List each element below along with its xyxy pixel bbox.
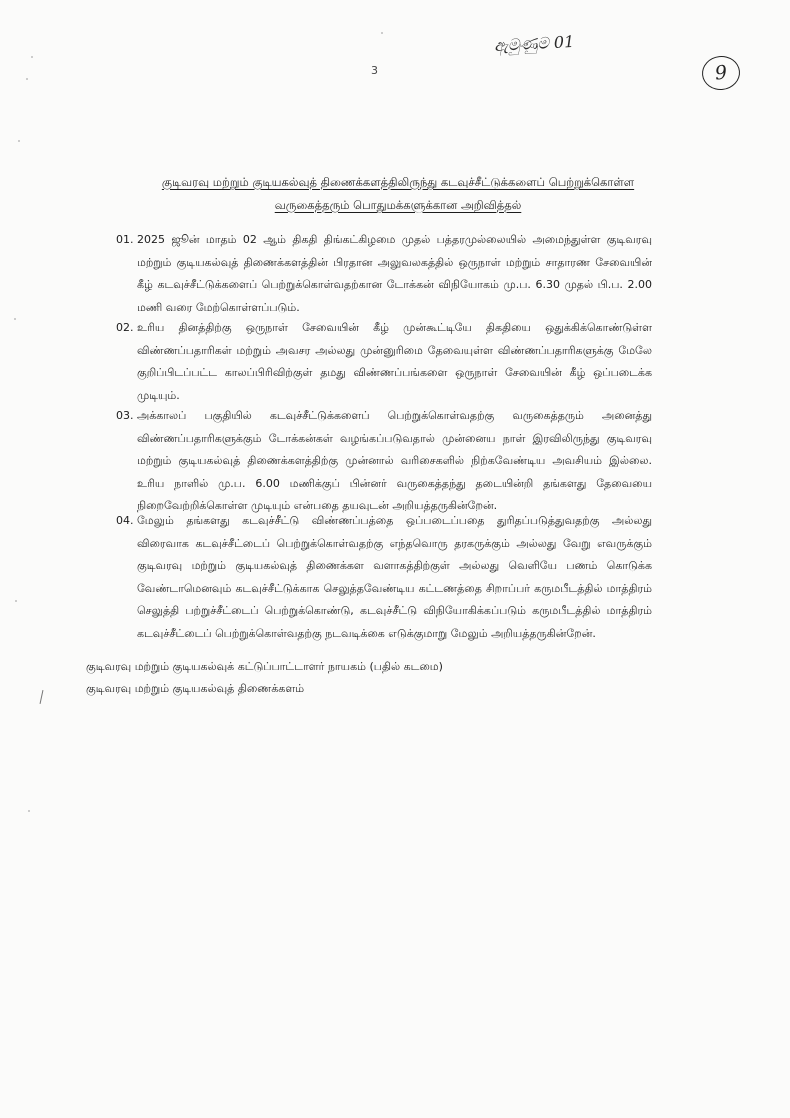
item-text: அக்காலப் பகுதியில் கடவுச்சீட்டுக்களைப் பெற்றுக்கொள்வதற்கு வருகைத்தரும் அனைத்து விண்ணப்பதாரிகளுக்கும் டோக்கன்கள் வழங்கப்படுவதால் முன்னைய நாள் இரவிலிருந்து குடிவரவு மற்றும் குடியகல்வுத் திணைக்களத்திற்கு முன்னால் வரிசைகளில் நிற்கவேண்டிய அவசியம் இல்லை. உரிய நாளில் மு.ப. 6.00 மணிக்குப் பின்னர் வருகைத்தந்து தடையின்றி தங்களது தேவையை நிறைவேற்றிக்கொள்ள முடியும் என்பதை தயவுடன் அறியத்தருகின்றேன்.: [137, 409, 652, 512]
signatory-title: குடிவரவு மற்றும் குடியகல்வுக் கட்டுப்பாட்டாளர் நாயகம் (பதில் கடமை): [86, 660, 443, 673]
notice-title-line1: குடிவரவு மற்றும் குடியகல்வுத் திணைக்களத்திலிருந்து கடவுச்சீட்டுக்களைப் பெற்றுக்கொள்ள: [161, 175, 635, 189]
item-number: 02.: [116, 321, 134, 334]
margin-mark: [40, 690, 44, 704]
scan-speck: [28, 810, 30, 812]
scan-speck: [26, 78, 28, 80]
top-page-mark: 3: [371, 64, 378, 77]
signatory-department: குடிவரவு மற்றும் குடியகல்வுத் திணைக்களம்: [86, 682, 305, 695]
notice-title: [118, 171, 678, 217]
item-number: 03.: [116, 409, 134, 422]
item-text: 2025 ஜூன் மாதம் 02 ஆம் திகதி திங்கட்கிழமை முதல் பத்தரமுல்லையில் அமைந்துள்ள குடிவரவு மற்றும் குடியகல்வுத் திணைக்களத்தின் பிரதான அலுவலகத்தில் ஒருநாள் மற்றும் சாதாரண சேவையின் கீழ் கடவுச்சீட்டுக்களைப் பெற்றுக்கொள்வதற்கான டோக்கன் விநியோகம் மு.ப. 6.30 முதல் பி.ப. 2.00 மணி வரை மேற்கொள்ளப்படும்.: [137, 233, 652, 314]
notice-item: [0, 510, 790, 645]
handwritten-annex-label: ඇමුණුම 01: [493, 31, 575, 56]
handwritten-page-number: 9: [700, 54, 741, 92]
notice-item: [0, 229, 790, 317]
scan-speck: [381, 32, 383, 34]
item-text: உரிய தினத்திற்கு ஒருநாள் சேவையின் கீழ் முன்கூட்டியே திகதியை ஒதுக்கிக்கொண்டுள்ள விண்ணப்பதாரிகள் மற்றும் அவசர அல்லது முன்னுரிமை தேவையுள்ள விண்ணப்பதாரிகளுக்கு மேலே குறிப்பிடப்பட்ட காலப்பிரிவிற்குள் தமது விண்ணப்பங்களை ஒருநாள் சேவையின் கீழ் ஒப்படைக்க முடியும்.: [137, 321, 652, 402]
notice-items-list: [0, 229, 790, 645]
scan-speck: [18, 140, 20, 142]
notice-item: [0, 317, 790, 405]
item-text: மேலும் தங்களது கடவுச்சீட்டு விண்ணப்பத்தை ஒப்படைப்பதை துரிதப்படுத்துவதற்கு அல்லது விரைவாக கடவுச்சீட்டைப் பெற்றுக்கொள்வதற்கு எந்தவொரு தரகருக்கும் அல்லது வேறு எவருக்கும் குடிவரவு மற்றும் குடியகல்வுத் திணைக்கள வளாகத்திற்குள் அல்லது வெளியே பணம் கொடுக்க வேண்டாமெனவும் கடவுச்சீட்டுக்காக செலுத்தவேண்டிய கட்டணத்தை சிறாப்பர் கருமபீடத்தில் மாத்திரம் செலுத்தி பற்றுச்சீட்டைப் பெற்றுக்கொண்டு, கடவுச்சீட்டு விநியோகிக்கப்படும் கருமபீடத்தில் மாத்திரம் கடவுச்சீட்டைப் பெற்றுக்கொள்வதற்கு நடவடிக்கை எடுக்குமாறு மேலும் அறியத்தருகின்றேன்.: [137, 514, 652, 640]
signature-block: [86, 656, 443, 700]
notice-item: [0, 405, 790, 510]
scan-speck: [31, 56, 33, 58]
item-number: 04.: [116, 514, 134, 527]
notice-title-line2: வருகைத்தரும் பொதுமக்களுக்கான அறிவித்தல்: [274, 198, 522, 212]
item-number: 01.: [116, 233, 134, 246]
